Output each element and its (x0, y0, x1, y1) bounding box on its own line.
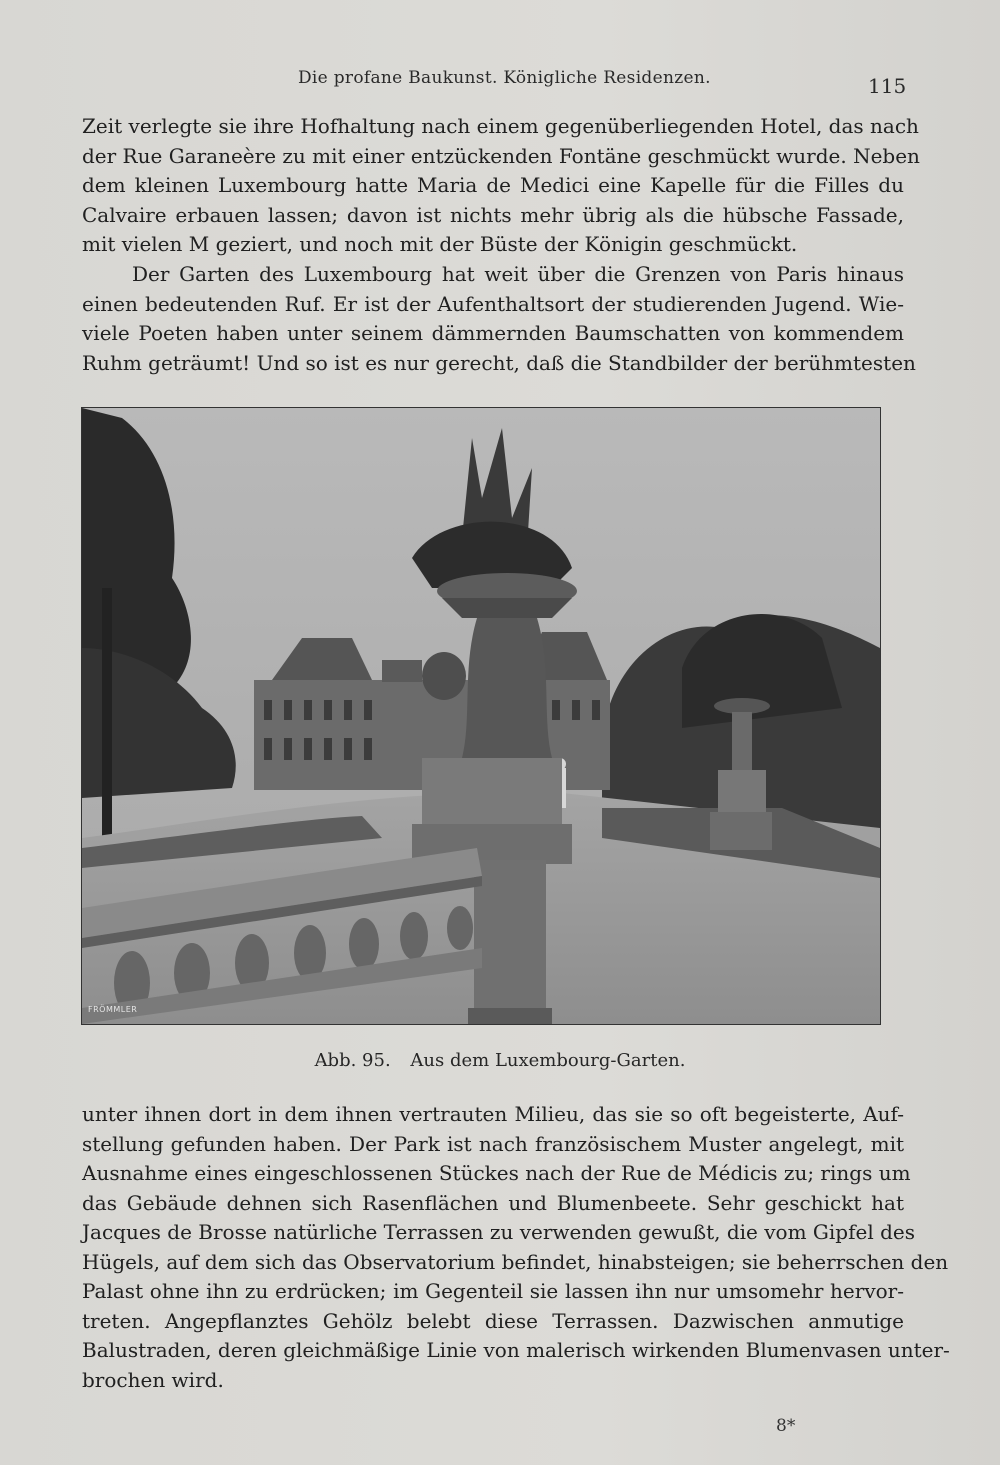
garden-photo-illustration (82, 408, 880, 1024)
text-line: Ruhm geträumt! Und so ist es nur gerecht, daß die Standbilder der berühmtesten (82, 350, 916, 375)
paragraph-2 (82, 260, 916, 378)
text-line: Palast ohne ihn zu erdrücken; im Gegenteil sie lassen ihn nur umsomehr hervor- (82, 1279, 904, 1303)
text-line: Hügels, auf dem sich das Observatorium befindet, hinabsteigen; sie beherrschen den (82, 1249, 949, 1274)
text-line: das Gebäude dehnen sich Rasenflächen und Blumenbeete. Sehr geschickt hat (82, 1190, 904, 1215)
photo-credit: FRÖMMLER (88, 1005, 138, 1014)
text-line: Jacques de Brosse natürliche Terrassen zu verwenden gewußt, die vom Gipfel des (82, 1220, 915, 1244)
text-line: stellung gefunden haben. Der Park ist nach französischem Muster angelegt, mit (82, 1131, 904, 1156)
text-line: Ausnahme eines eingeschlossenen Stückes nach der Rue de Médicis zu; rings um (82, 1161, 911, 1185)
caption-label: Abb. 95. (314, 1050, 391, 1071)
signature-mark: 8* (776, 1416, 796, 1436)
caption-text: Aus dem Luxembourg-Garten. (410, 1050, 686, 1071)
text-line: einen bedeutenden Ruf. Er ist der Aufenthaltsort der studierenden Jugend. Wie- (82, 291, 904, 316)
text-line: Der Garten des Luxembourg hat weit über die Grenzen von Paris hinaus (132, 262, 904, 286)
text-line: Zeit verlegte sie ihre Hofhaltung nach einem gegenüberliegenden Hotel, das nach (82, 114, 919, 138)
running-title: Die profane Baukunst. Königliche Residenzen. (298, 68, 711, 88)
figure-photograph (81, 407, 881, 1025)
text-line: brochen wird. (82, 1367, 224, 1392)
paragraph-3 (82, 1100, 950, 1395)
text-line: mit vielen M geziert, und noch mit der Büste der Königin geschmückt. (82, 232, 798, 256)
text-line: viele Poeten haben unter seinem dämmernden Baumschatten von kommendem (82, 321, 904, 345)
page-number: 115 (868, 74, 907, 98)
text-line: dem kleinen Luxembourg hatte Maria de Medici eine Kapelle für die Filles du (82, 173, 904, 197)
text-line: treten. Angepflanztes Gehölz belebt diese Terrassen. Dazwischen anmutige (82, 1308, 904, 1333)
text-line: Balustraden, deren gleichmäßige Linie von malerisch wirkenden Blumenvasen unter- (82, 1338, 950, 1362)
text-line: der Rue Garaneère zu mit einer entzückenden Fontäne geschmückt wurde. Neben (82, 143, 920, 168)
figure-caption (0, 1050, 1000, 1071)
text-line: Calvaire erbauen lassen; davon ist nichts mehr übrig als die hübsche Fassade, (82, 202, 904, 227)
paragraph-1 (82, 112, 920, 260)
text-line: unter ihnen dort in dem ihnen vertrauten Milieu, das sie so oft begeisterte, Auf- (82, 1102, 904, 1126)
